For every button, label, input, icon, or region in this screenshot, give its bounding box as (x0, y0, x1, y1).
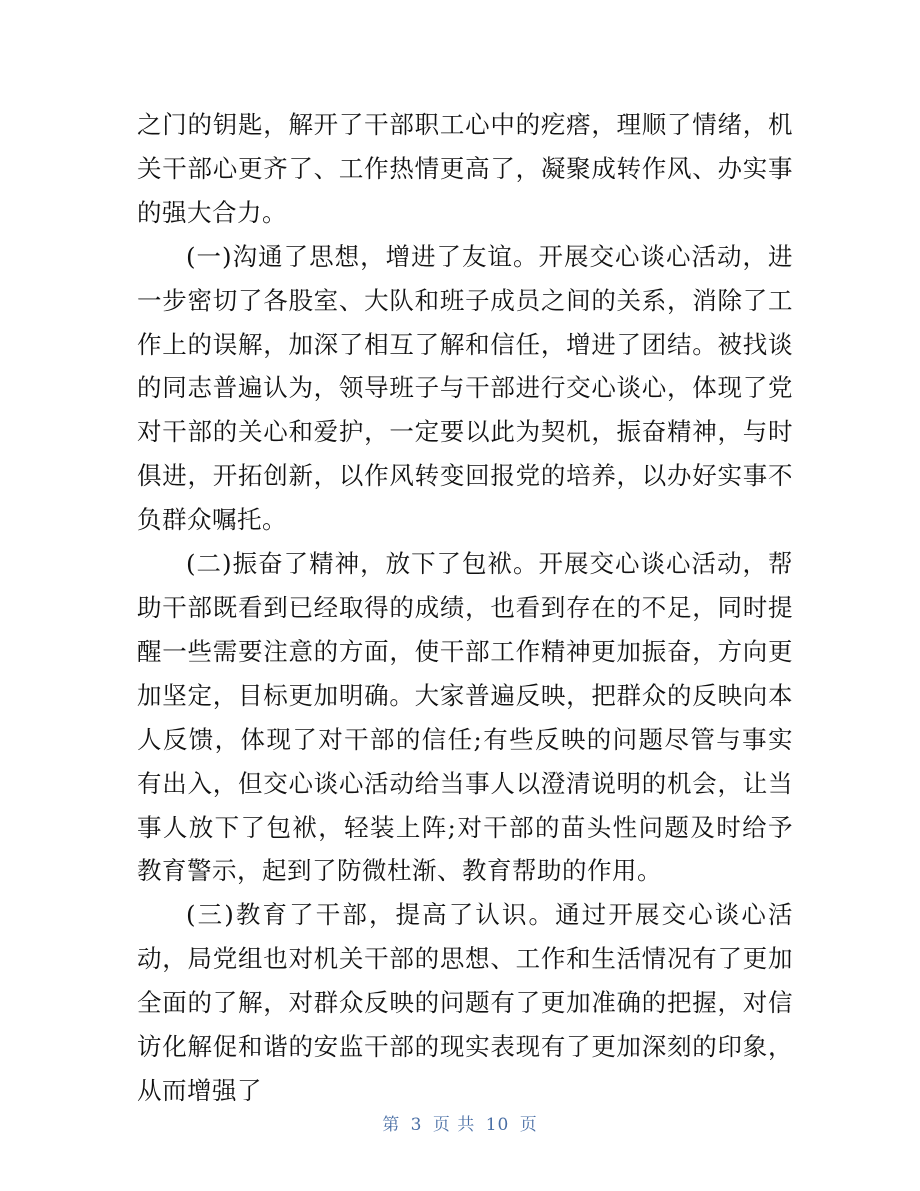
paragraph-4: (三)教育了干部，提高了认识。通过开展交心谈心活动，局党组也对机关干部的思想、工作和生活情况有了更加全面的了解，对群众反映的问题有了更加准确的把握，对信访化解促和谐的安监干部的现实表现有了更加深刻的印象，从而增强了 (137, 900, 793, 1105)
document-body (137, 103, 793, 1113)
footer-total-pages: 10 (485, 1115, 510, 1135)
page-footer (0, 1114, 920, 1136)
footer-middle: 页 共 (432, 1115, 476, 1135)
footer-current-page: 3 (410, 1115, 423, 1135)
paragraph-2: (一)沟通了思想，增进了友谊。开展交心谈心活动，进一步密切了各股室、大队和班子成员之间的关系，消除了工作上的误解，加深了相互了解和信任，增进了团结。被找谈的同志普遍认为，领导班子与干部进行交心谈心，体现了党对干部的关心和爱护，一定要以此为契机，振奋精神，与时俱进，开拓创新，以作风转变回报党的培养，以办好实事不负群众嘱托。 (137, 241, 793, 535)
footer-prefix: 第 (382, 1115, 401, 1135)
paragraph-1: 之门的钥匙，解开了干部职工心中的疙瘩，理顺了情绪，机关干部心更齐了、工作热情更高了，凝聚成转作风、办实事的强大合力。 (137, 110, 793, 227)
footer-suffix: 页 (519, 1115, 538, 1135)
paragraph-3: (二)振奋了精神，放下了包袱。开展交心谈心活动，帮助干部既看到已经取得的成绩，也看到存在的不足，同时提醒一些需要注意的方面，使干部工作精神更加振奋，方向更加坚定，目标更加明确。大家普遍反映，把群众的反映向本人反馈，体现了对干部的信任;有些反映的问题尽管与事实有出入，但交心谈心活动给当事人以澄清说明的机会，让当事人放下了包袱，轻装上阵;对干部的苗头性问题及时给予教育警示，起到了防微杜渐、教育帮助的作用。 (137, 549, 793, 886)
